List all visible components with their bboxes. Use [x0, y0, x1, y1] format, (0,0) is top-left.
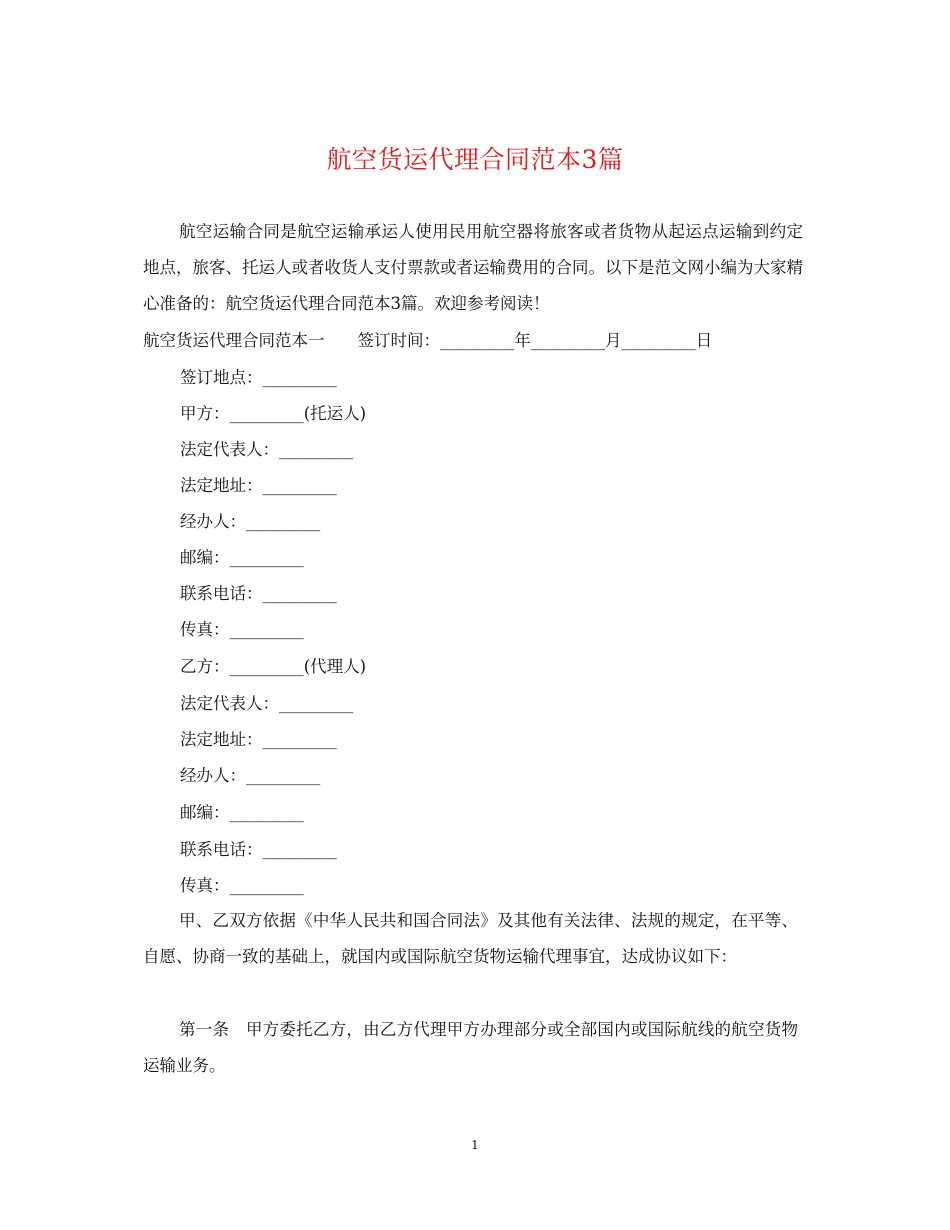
field-b-phone: 联系电话：_________	[180, 840, 337, 859]
document-title: 航空货运代理合同范本3篇	[326, 145, 624, 174]
field-a-legal-rep: 法定代表人：_________	[180, 440, 354, 459]
field-party-a: 甲方：_________(托运人)	[180, 404, 367, 423]
field-b-fax: 传真：_________	[180, 876, 304, 895]
field-b-postcode: 邮编：_________	[180, 803, 304, 822]
field-signing-place: 签订地点：_________	[180, 368, 337, 387]
agreement-paragraph: 甲、乙双方依据《中华人民共和国合同法》及其他有关法律、法规的规定，在平等、自愿、协商一致的基础上，就国内或国际航空货物运输代理事宜，达成协议如下：	[143, 911, 798, 966]
article-one-paragraph: 第一条 甲方委托乙方，由乙方代理甲方办理部分或全部国内或国际航线的航空货物运输业务。	[143, 1020, 798, 1075]
field-a-legal-address: 法定地址：_________	[180, 476, 337, 495]
field-b-handler: 经办人：_________	[180, 766, 321, 785]
field-a-postcode: 邮编：_________	[180, 548, 304, 567]
page-number: 1	[471, 1138, 479, 1152]
field-b-legal-address: 法定地址：_________	[180, 730, 337, 749]
field-a-fax: 传真：_________	[180, 620, 304, 639]
field-party-b: 乙方：_________(代理人)	[180, 657, 367, 676]
field-b-legal-rep: 法定代表人：_________	[180, 694, 354, 713]
field-a-handler: 经办人：_________	[180, 512, 321, 531]
intro-paragraph: 航空运输合同是航空运输承运人使用民用航空器将旅客或者货物从起运点运输到约定地点，旅客、托运人或者收货人支付票款或者运输费用的合同。以下是范文网小编为大家精心准备的：航空货运代理合同范本3篇。欢迎参考阅读！	[143, 222, 803, 313]
field-a-phone: 联系电话：_________	[180, 584, 337, 603]
contract-heading-line: 航空货运代理合同范本一 签订时间：_________年_________月_________日	[143, 331, 713, 350]
